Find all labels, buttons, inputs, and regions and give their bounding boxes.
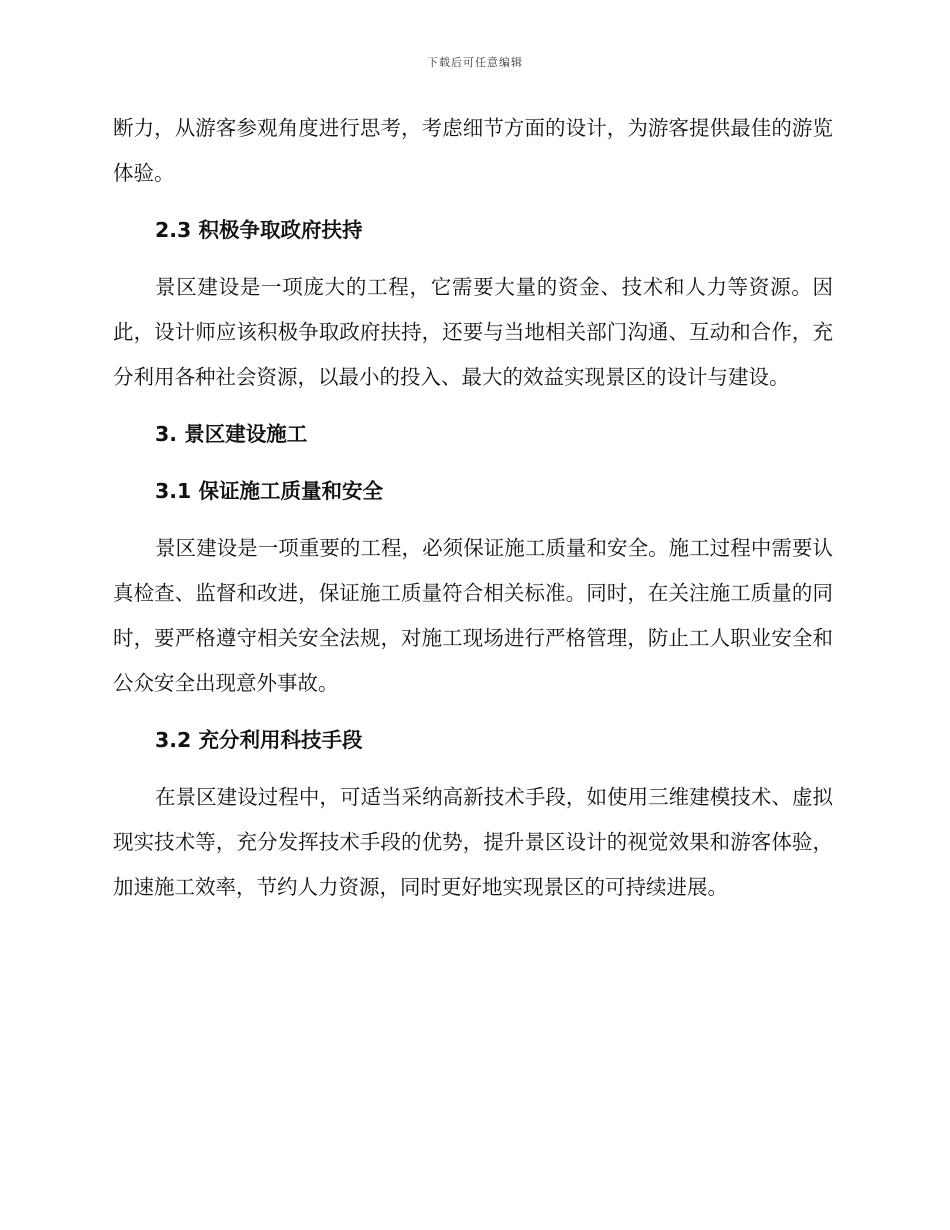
paragraph-continuation: 断力，从游客参观角度进行思考，考虑细节方面的设计，为游客提供最佳的游览体验。 [113, 116, 833, 185]
section-heading-3-1: 3.1 保证施工质量和安全 [155, 479, 383, 503]
page-header-note: 下载后可任意编辑 [427, 56, 523, 69]
section-heading-2-3: 2.3 积极争取政府扶持 [155, 218, 363, 242]
document-body [113, 106, 833, 922]
paragraph-government-support: 景区建设是一项庞大的工程，它需要大量的资金、技术和人力等资源。因此，设计师应该积极争取政府扶持，还要与当地相关部门沟通、互动和合作，充分利用各种社会资源，以最小的投入、最大的效益实现景区的设计与建设。 [113, 275, 833, 389]
paragraph-technology: 在景区建设过程中，可适当采纳高新技术手段，如使用三维建模技术、虚拟现实技术等，充分发挥技术手段的优势，提升景区设计的视觉效果和游客体验，加速施工效率，节约人力资源，同时更好地实现景区的可持续进展。 [113, 785, 833, 899]
section-heading-3-2: 3.2 充分利用科技手段 [155, 728, 363, 752]
paragraph-quality-safety: 景区建设是一项重要的工程，必须保证施工质量和安全。施工过程中需要认真检查、监督和改进，保证施工质量符合相关标准。同时，在关注施工质量的同时，要严格遵守相关安全法规，对施工现场进行严格管理，防止工人职业安全和公众安全出现意外事故。 [113, 536, 833, 695]
section-heading-3: 3. 景区建设施工 [155, 422, 308, 446]
